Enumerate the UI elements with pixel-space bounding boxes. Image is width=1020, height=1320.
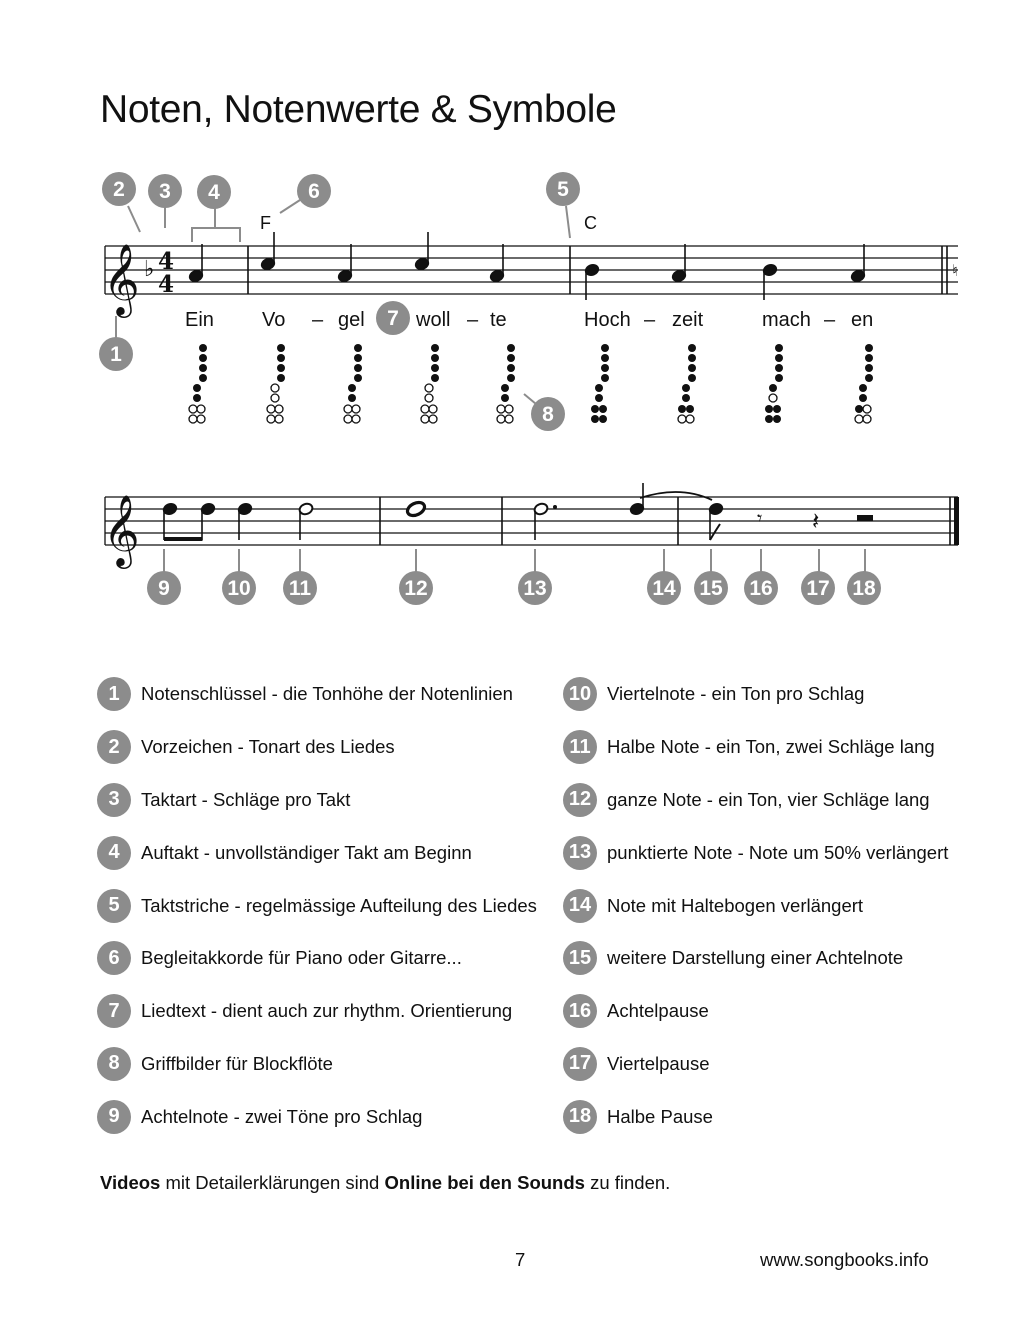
fingering-chart-icon: [421, 344, 439, 423]
svg-text:2: 2: [113, 178, 125, 201]
page-number: 7: [515, 1249, 526, 1270]
legend-number: 5: [97, 889, 131, 923]
legend-number: 3: [97, 783, 131, 817]
lyric-syllable: te: [490, 309, 507, 331]
legend-item: [563, 774, 1020, 827]
legend-number: 2: [97, 730, 131, 764]
legend-item: [563, 826, 1020, 879]
badge: [801, 571, 835, 605]
legend-item: [97, 932, 557, 985]
lyrics-line: [185, 309, 873, 331]
fingering-chart-icon: [591, 344, 609, 423]
time-signature: [158, 248, 174, 298]
badge: [102, 172, 136, 206]
footnote-text-end: zu finden.: [584, 1172, 671, 1193]
svg-text:6: 6: [308, 180, 320, 203]
badge: [147, 571, 181, 605]
legend-item: [97, 1090, 557, 1143]
legend-text: Note mit Haltebogen verlängert: [607, 894, 864, 916]
lyric-syllable: en: [851, 309, 874, 331]
legend-text: Notenschlüssel - die Tonhöhe der Notenlinien: [141, 683, 513, 705]
badge: [847, 571, 881, 605]
legend-text: ganze Note - ein Ton, vier Schläge lang: [607, 788, 930, 810]
lyric-syllable: Hoch: [584, 309, 631, 331]
legend-text: Halbe Pause: [607, 1105, 713, 1127]
legend-number: 10: [563, 677, 597, 711]
legend-item: [563, 1090, 1020, 1143]
svg-text:1: 1: [110, 343, 122, 366]
chord-label: F: [260, 213, 271, 233]
svg-text:4: 4: [158, 248, 175, 275]
lyric-syllable: –: [644, 309, 656, 331]
treble-clef-icon: 𝄞: [103, 242, 140, 315]
legend-item: [563, 1038, 1020, 1091]
legend-text: punktierte Note - Note um 50% verlängert: [607, 841, 949, 863]
legend-number: 9: [97, 1100, 131, 1134]
legend-text: Viertelpause: [607, 1052, 710, 1074]
flat-sign: ♭: [144, 257, 155, 282]
legend-item: [563, 985, 1020, 1038]
fingering-chart-icon: [344, 344, 362, 423]
legend-number: 1: [97, 677, 131, 711]
badge: [647, 571, 681, 605]
legend-column-left: [97, 668, 557, 1143]
fingering-chart-icon: [267, 344, 285, 423]
staff-1: [105, 246, 958, 294]
svg-text:10: 10: [227, 577, 251, 600]
legend-text: weitere Darstellung einer Achtelnote: [607, 947, 904, 969]
chord-label: C: [584, 213, 597, 233]
lyric-syllable: mach: [762, 309, 811, 331]
quarter-rest-icon: 𝄽: [812, 507, 820, 535]
footnote-bold-videos: Videos: [100, 1172, 161, 1193]
page-title: Noten, Notenwerte & Symbole: [100, 88, 617, 131]
badge: [531, 397, 565, 431]
lyric-syllable: Vo: [262, 309, 286, 331]
fingering-chart-icon: [189, 344, 207, 423]
lyric-syllable: zeit: [672, 309, 704, 331]
legend-item: [97, 1038, 557, 1091]
svg-text:17: 17: [806, 577, 830, 600]
legend-text: Auftakt - unvollständiger Takt am Beginn: [141, 841, 472, 863]
music-figure: [0, 0, 1020, 640]
legend-item: [97, 668, 557, 721]
footnote: [100, 1172, 670, 1194]
fingering-chart-icon: [497, 344, 515, 423]
website-url: www.songbooks.info: [760, 1249, 929, 1270]
badge: [297, 174, 331, 208]
footnote-bold-online: Online bei den Sounds: [384, 1172, 585, 1193]
badge: [99, 337, 133, 371]
legend-item: [97, 879, 557, 932]
legend-number: 14: [563, 889, 597, 923]
badge: [546, 172, 580, 206]
svg-text:9: 9: [158, 577, 170, 600]
badge: [694, 571, 728, 605]
fingering-charts: [189, 344, 873, 423]
svg-text:12: 12: [404, 577, 428, 600]
badge: [518, 571, 552, 605]
fingering-chart-icon: [765, 344, 783, 423]
lyric-syllable: Ein: [185, 309, 214, 331]
svg-text:4: 4: [158, 271, 175, 298]
svg-text:15: 15: [699, 577, 723, 600]
legend-number: 16: [563, 994, 597, 1028]
legend-number: 13: [563, 836, 597, 870]
half-rest-icon: [857, 515, 873, 521]
lyric-syllable: –: [824, 309, 836, 331]
legend-number: 8: [97, 1047, 131, 1081]
legend-number: 4: [97, 836, 131, 870]
badge: [376, 301, 410, 335]
footnote-text: mit Detailerklärungen sind: [160, 1172, 385, 1193]
svg-text:5: 5: [557, 178, 569, 201]
legend-item: [97, 774, 557, 827]
legend-number: 18: [563, 1100, 597, 1134]
legend-item: [97, 721, 557, 774]
staff-2: [105, 497, 958, 545]
legend-number: 15: [563, 941, 597, 975]
svg-text:4: 4: [208, 181, 220, 204]
badge: [197, 175, 231, 209]
legend-item: [563, 721, 1020, 774]
legend-item: [563, 668, 1020, 721]
legend-text: Halbe Note - ein Ton, zwei Schläge lang: [607, 736, 935, 758]
fingering-chart-icon: [855, 344, 873, 423]
lyric-syllable: woll: [416, 309, 451, 331]
legend-column-right: [563, 668, 1020, 1143]
svg-text:3: 3: [159, 180, 171, 203]
treble-clef-icon: 𝄞: [103, 493, 140, 566]
lyric-syllable: gel: [338, 309, 365, 331]
legend-text: Taktart - Schläge pro Takt: [141, 788, 351, 810]
legend-item: [97, 985, 557, 1038]
badge: [744, 571, 778, 605]
legend-item: [97, 826, 557, 879]
svg-text:14: 14: [652, 577, 676, 600]
svg-text:18: 18: [852, 577, 876, 600]
svg-text:7: 7: [387, 307, 399, 330]
fingering-chart-icon: [678, 344, 696, 423]
legend-text: Achtelpause: [607, 1000, 709, 1022]
natural-sign: ♮: [952, 261, 958, 280]
legend-number: 17: [563, 1047, 597, 1081]
badge: [222, 571, 256, 605]
legend-text: Achtelnote - zwei Töne pro Schlag: [141, 1105, 423, 1127]
legend-text: Begleitakkorde für Piano oder Gitarre...: [141, 947, 462, 969]
final-barline: [954, 497, 959, 545]
legend-item: [563, 879, 1020, 932]
eighth-rest-icon: 𝄾: [757, 506, 763, 530]
svg-text:11: 11: [288, 577, 312, 600]
lyric-syllable: –: [467, 309, 479, 331]
score-badges: [99, 172, 881, 605]
legend-text: Griffbilder für Blockflöte: [141, 1052, 333, 1074]
svg-text:13: 13: [523, 577, 547, 600]
legend-item: [563, 932, 1020, 985]
legend-number: 6: [97, 941, 131, 975]
legend-number: 11: [563, 730, 597, 764]
lyric-syllable: –: [312, 309, 324, 331]
badge: [283, 571, 317, 605]
legend-text: Liedtext - dient auch zur rhythm. Orientierung: [141, 1000, 513, 1022]
badge: [399, 571, 433, 605]
svg-text:8: 8: [542, 403, 554, 426]
legend-text: Viertelnote - ein Ton pro Schlag: [607, 683, 865, 705]
notes-staff-1: [188, 232, 866, 300]
legend-text: Vorzeichen - Tonart des Liedes: [141, 736, 395, 758]
legend-number: 12: [563, 783, 597, 817]
legend-number: 7: [97, 994, 131, 1028]
legend-text: Taktstriche - regelmässige Aufteilung des Liedes: [141, 894, 537, 916]
svg-text:16: 16: [749, 577, 773, 600]
notes-staff-2: [162, 483, 724, 541]
badge: [148, 174, 182, 208]
